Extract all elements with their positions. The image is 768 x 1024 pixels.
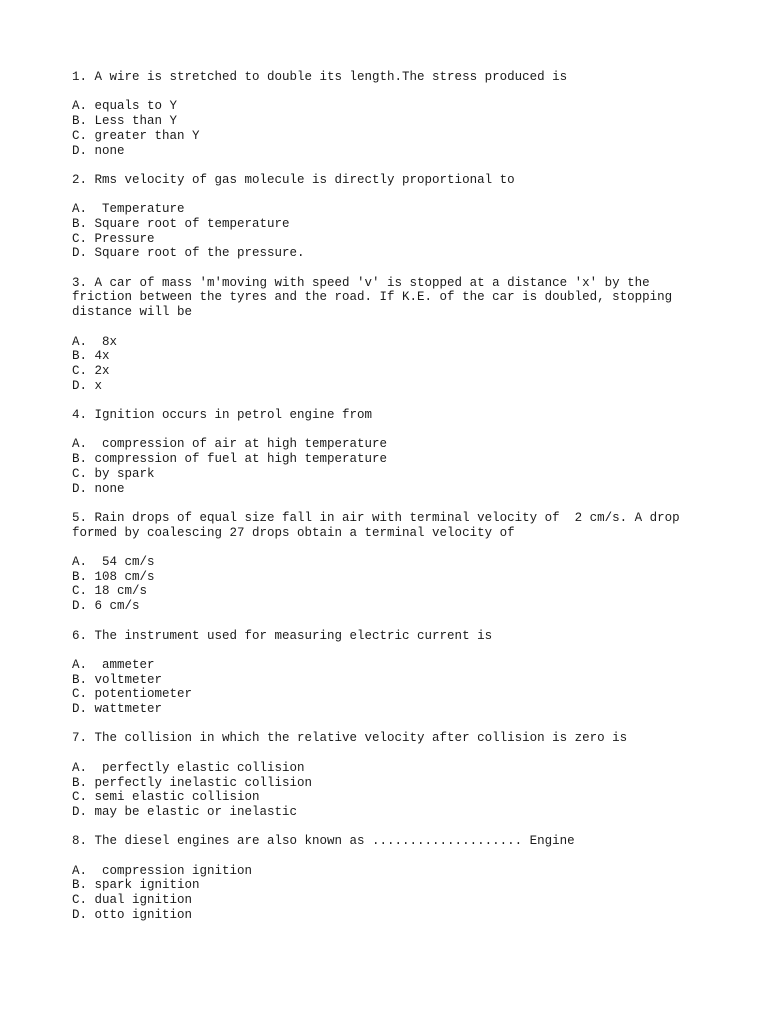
question-8 — [72, 834, 692, 922]
question-text: 2. Rms velocity of gas molecule is directly proportional to — [72, 172, 515, 187]
question-5 — [72, 511, 692, 614]
question-text: 6. The instrument used for measuring electric current is — [72, 628, 493, 643]
option-c: C. by spark — [72, 466, 155, 481]
option-b: B. voltmeter — [72, 672, 163, 687]
option-b: B. Square root of temperature — [72, 216, 290, 231]
question-7 — [72, 731, 692, 819]
option-b: B. compression of fuel at high temperature — [72, 452, 388, 467]
option-a: A. perfectly elastic collision — [72, 760, 305, 775]
option-d: D. wattmeter — [72, 702, 163, 717]
question-text: 5. Rain drops of equal size fall in air with terminal velocity of 2 cm/s. A drop formed by coalescing 27 drops obtain a terminal velocity of — [72, 510, 680, 540]
question-text: 7. The collision in which the relative velocity after collision is zero is — [72, 731, 628, 746]
option-b: B. spark ignition — [72, 878, 200, 893]
option-c: C. Pressure — [72, 231, 155, 246]
option-c: C. potentiometer — [72, 687, 193, 702]
option-c: C. dual ignition — [72, 893, 193, 908]
question-text: 4. Ignition occurs in petrol engine from — [72, 408, 373, 423]
option-d: D. x — [72, 378, 103, 393]
option-a: A. 8x — [72, 334, 118, 349]
question-6 — [72, 629, 692, 717]
question-2 — [72, 173, 692, 261]
option-c: C. 2x — [72, 363, 110, 378]
question-text: 8. The diesel engines are also known as .................... Engine — [72, 834, 575, 849]
option-c: C. semi elastic collision — [72, 790, 260, 805]
option-b: B. 108 cm/s — [72, 569, 155, 584]
question-list — [72, 70, 692, 937]
option-b: B. Less than Y — [72, 114, 178, 129]
option-a: A. compression ignition — [72, 863, 253, 878]
question-1 — [72, 70, 692, 158]
option-d: D. none — [72, 143, 125, 158]
question-text: 1. A wire is stretched to double its length.The stress produced is — [72, 70, 568, 84]
option-a: A. Temperature — [72, 202, 185, 217]
option-d: D. otto ignition — [72, 907, 193, 922]
option-c: C. 18 cm/s — [72, 584, 148, 599]
option-d: D. Square root of the pressure. — [72, 246, 305, 261]
option-c: C. greater than Y — [72, 128, 200, 143]
question-4 — [72, 408, 692, 496]
option-d: D. may be elastic or inelastic — [72, 804, 298, 819]
option-b: B. 4x — [72, 349, 110, 364]
option-a: A. 54 cm/s — [72, 555, 155, 570]
option-b: B. perfectly inelastic collision — [72, 775, 313, 790]
option-d: D. 6 cm/s — [72, 599, 140, 614]
option-a: A. equals to Y — [72, 99, 178, 114]
option-a: A. compression of air at high temperature — [72, 437, 388, 452]
question-text: 3. A car of mass 'm'moving with speed 'v' is stopped at a distance 'x' by the friction between the tyres and the road. If K.E. of the car is doubled, stopping distance will be — [72, 275, 673, 320]
option-d: D. none — [72, 481, 125, 496]
option-a: A. ammeter — [72, 657, 155, 672]
question-3 — [72, 276, 692, 394]
